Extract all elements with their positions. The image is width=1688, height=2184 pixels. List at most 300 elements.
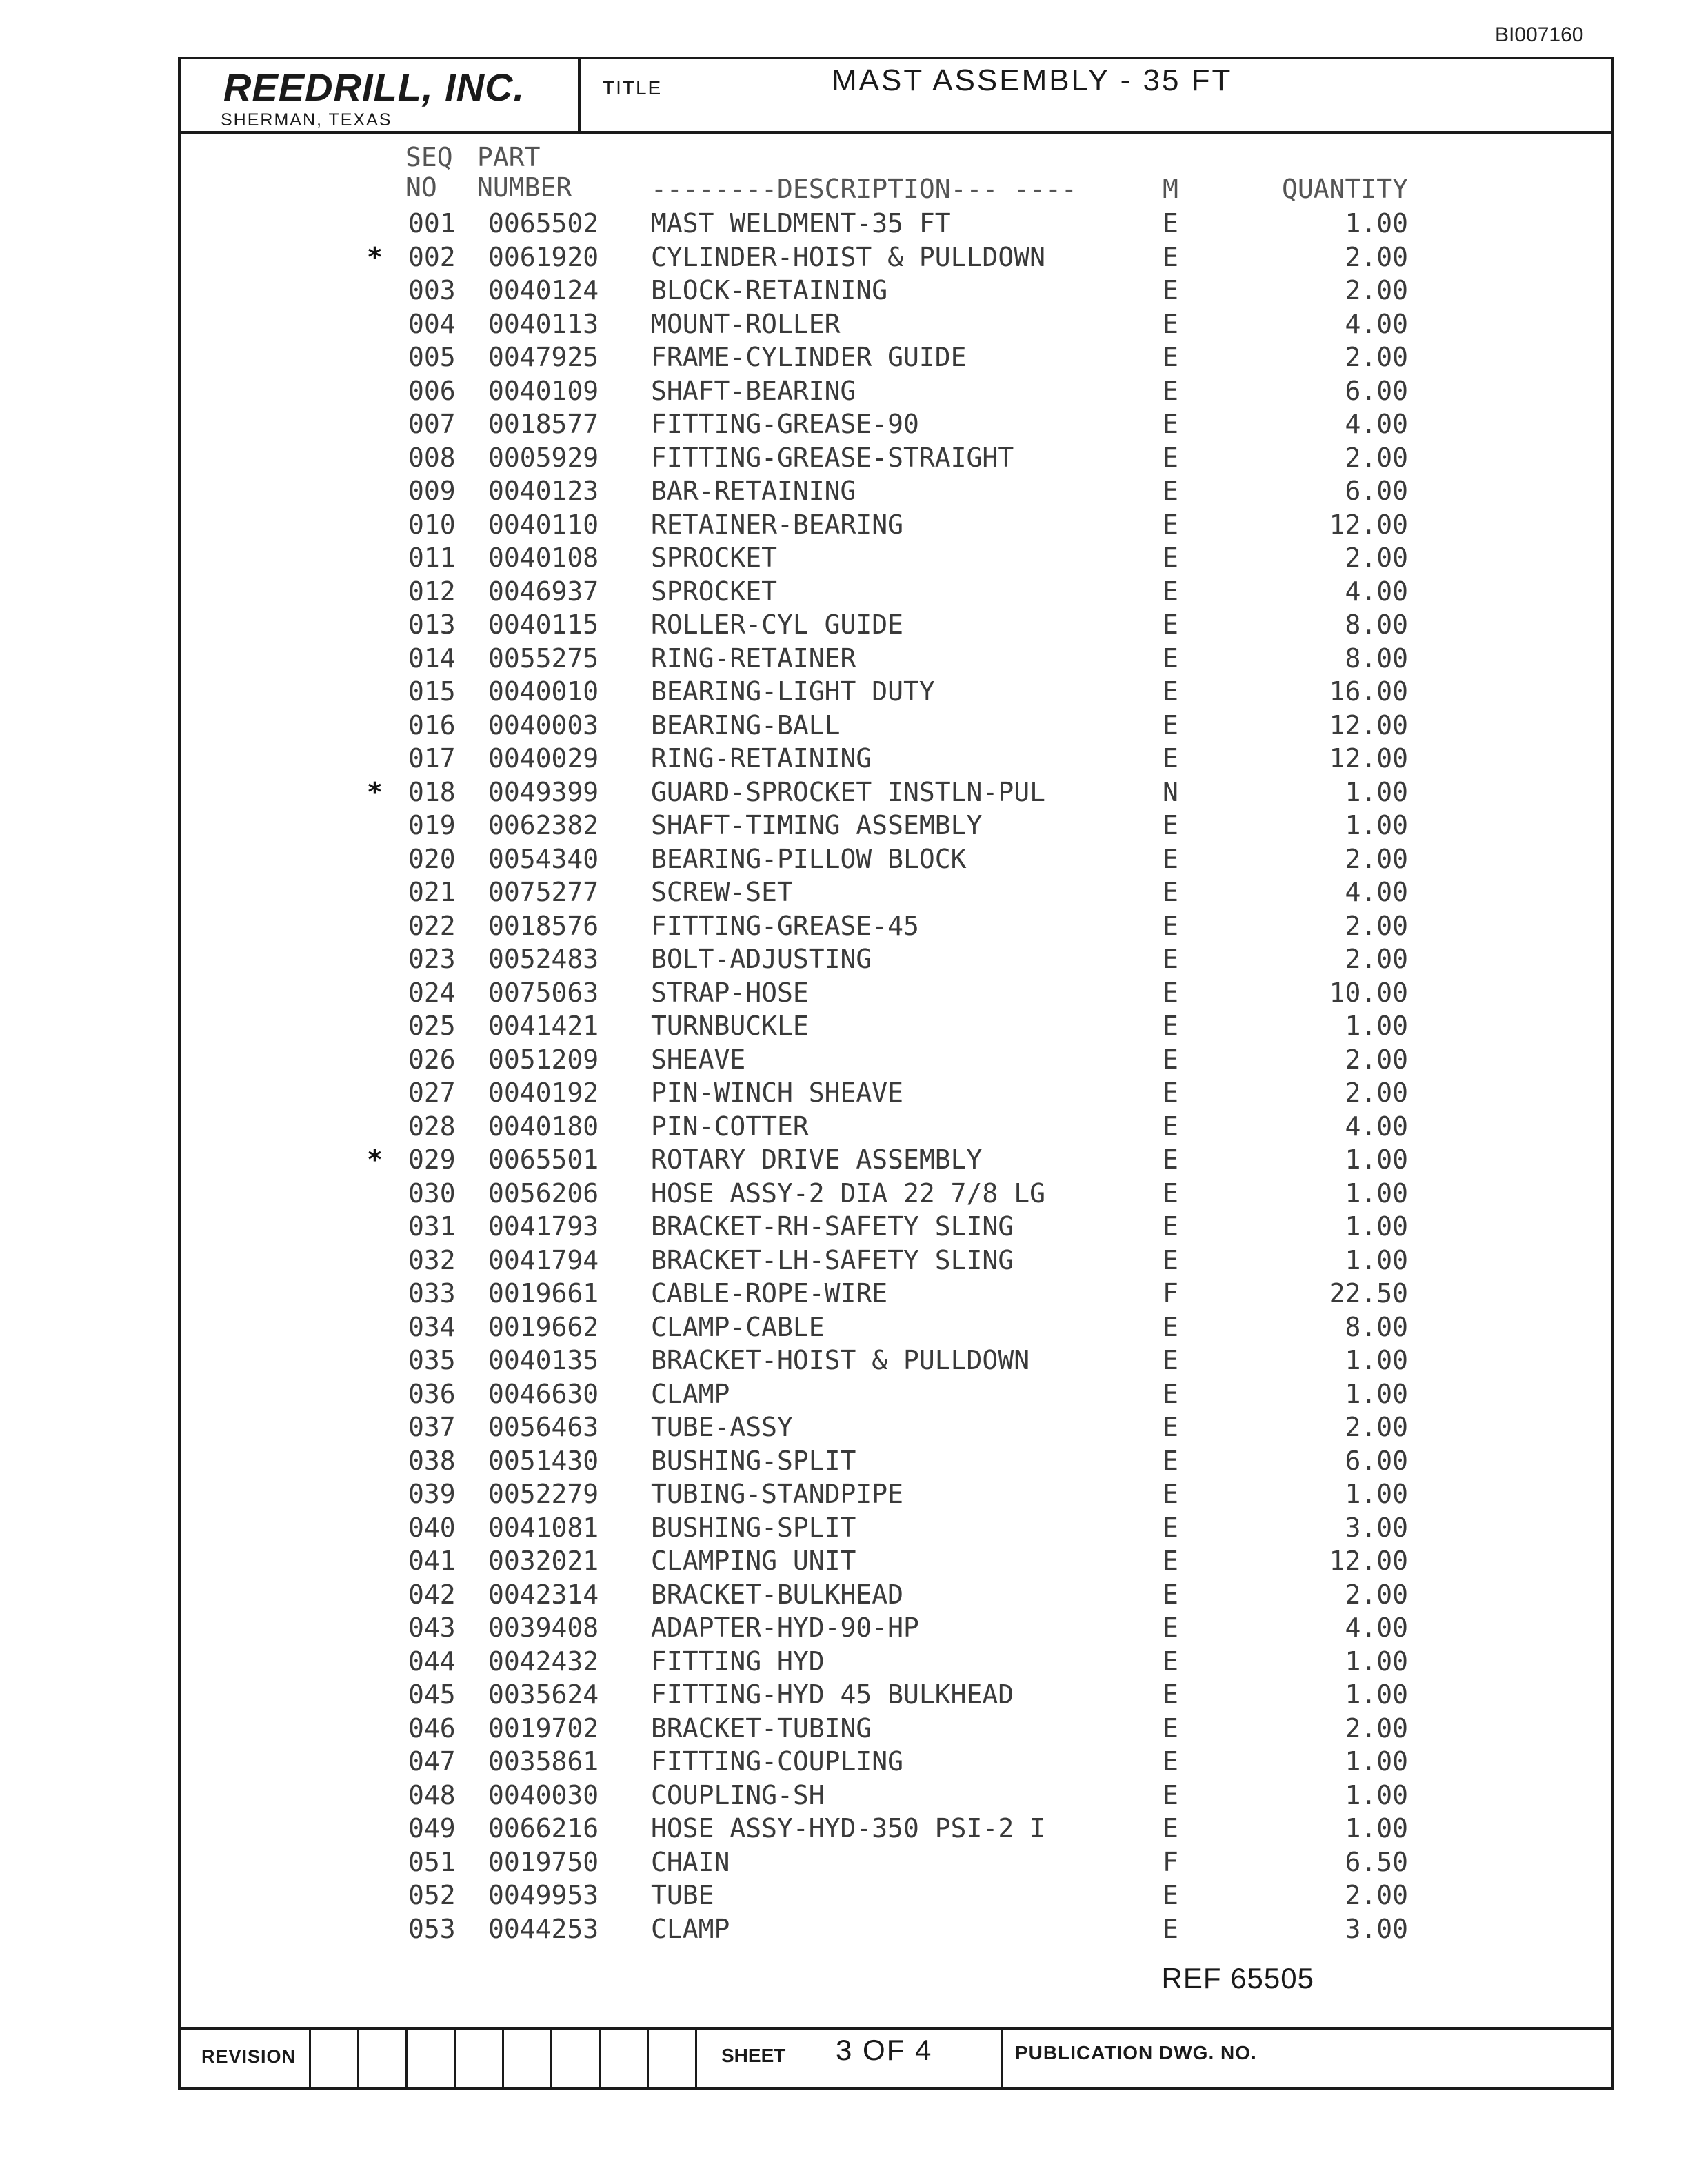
quantity: 2.00: [1345, 442, 1408, 473]
quantity: 8.00: [1345, 609, 1408, 640]
part-number: 0042314: [488, 1579, 599, 1610]
header-quantity: QUANTITY: [1281, 174, 1408, 204]
part-description: FRAME-CYLINDER GUIDE: [651, 342, 967, 372]
sheet-label: SHEET: [721, 2045, 786, 2066]
part-number: 0040003: [488, 709, 599, 740]
table-row: [181, 543, 1611, 574]
part-description: BEARING-BALL: [651, 709, 841, 740]
seq-number: 020: [408, 843, 456, 874]
part-number: 0047925: [488, 342, 599, 372]
unit-of-measure: E: [1163, 1546, 1178, 1576]
seq-number: 012: [408, 576, 456, 607]
part-description: ROLLER-CYL GUIDE: [651, 609, 904, 640]
part-description: BRACKET-BULKHEAD: [651, 1579, 904, 1610]
part-description: RING-RETAINING: [651, 743, 872, 774]
quantity: 12.00: [1329, 1546, 1408, 1576]
part-number: 0040123: [488, 476, 599, 506]
quantity: 1.00: [1345, 810, 1408, 840]
table-row: [181, 1847, 1611, 1879]
seq-number: 036: [408, 1378, 456, 1409]
unit-of-measure: E: [1163, 944, 1178, 974]
seq-number: 031: [408, 1211, 456, 1242]
part-description: TUBING-STANDPIPE: [651, 1479, 904, 1509]
seq-number: 025: [408, 1011, 456, 1041]
seq-number: 040: [408, 1512, 456, 1543]
table-row: [181, 643, 1611, 675]
seq-number: 016: [408, 709, 456, 740]
unit-of-measure: E: [1163, 910, 1178, 941]
part-description: BUSHING-SPLIT: [651, 1445, 856, 1476]
table-row: [181, 1011, 1611, 1042]
table-row: [181, 1111, 1611, 1143]
part-number: 0040108: [488, 543, 599, 573]
unit-of-measure: E: [1163, 1779, 1178, 1810]
seq-number: 045: [408, 1679, 456, 1710]
document-title: MAST ASSEMBLY - 35 FT: [832, 63, 1233, 97]
unit-of-measure: E: [1163, 442, 1178, 473]
unit-of-measure: E: [1163, 1646, 1178, 1677]
part-number: 0041421: [488, 1011, 599, 1041]
part-description: BRACKET-HOIST & PULLDOWN: [651, 1345, 1030, 1375]
part-number: 0052483: [488, 944, 599, 974]
quantity: 1.00: [1345, 1177, 1408, 1209]
quantity: 12.00: [1329, 509, 1408, 540]
quantity: 2.00: [1345, 843, 1408, 874]
unit-of-measure: E: [1163, 342, 1178, 372]
part-number: 0040010: [488, 676, 599, 707]
part-description: FITTING-GREASE-STRAIGHT: [651, 442, 1014, 473]
table-row: [181, 509, 1611, 541]
unit-of-measure: E: [1163, 1311, 1178, 1342]
part-description: BAR-RETAINING: [651, 476, 856, 506]
table-row: [181, 376, 1611, 407]
part-description: TUBE-ASSY: [651, 1412, 793, 1442]
table-row: [181, 777, 1611, 809]
part-description: BEARING-LIGHT DUTY: [651, 676, 935, 707]
part-number: 0039408: [488, 1612, 599, 1643]
part-number: 0056463: [488, 1412, 599, 1442]
unit-of-measure: E: [1163, 543, 1178, 573]
quantity: 3.00: [1345, 1512, 1408, 1543]
quantity: 2.00: [1345, 1579, 1408, 1610]
part-description: GUARD-SPROCKET INSTLN-PUL: [651, 776, 1045, 807]
seq-number: 019: [408, 810, 456, 840]
seq-number: 006: [408, 375, 456, 406]
part-number: 0075063: [488, 977, 599, 1008]
table-row: [181, 1780, 1611, 1812]
part-description: CLAMPING UNIT: [651, 1546, 856, 1576]
unit-of-measure: E: [1163, 275, 1178, 305]
quantity: 1.00: [1345, 1779, 1408, 1810]
quantity: 2.00: [1345, 543, 1408, 573]
part-description: BRACKET-RH-SAFETY SLING: [651, 1211, 1014, 1242]
unit-of-measure: E: [1163, 1244, 1178, 1275]
seq-number: 042: [408, 1579, 456, 1610]
part-description: BRACKET-TUBING: [651, 1712, 872, 1743]
quantity: 2.00: [1345, 944, 1408, 974]
quantity: 22.50: [1329, 1278, 1408, 1308]
company-name: REEDRILL, INC.: [223, 65, 525, 109]
unit-of-measure: E: [1163, 843, 1178, 874]
table-row: [181, 1914, 1611, 1945]
part-description: CLAMP-CABLE: [651, 1311, 825, 1342]
unit-of-measure: E: [1163, 1412, 1178, 1442]
table-row: [181, 242, 1611, 274]
quantity: 1.00: [1345, 1144, 1408, 1175]
seq-number: 044: [408, 1646, 456, 1677]
part-number: 0035624: [488, 1679, 599, 1710]
quantity: 2.00: [1345, 1078, 1408, 1108]
quantity: 1.00: [1345, 208, 1408, 239]
drawing-frame: [178, 57, 1614, 2090]
part-description: MAST WELDMENT-35 FT: [651, 208, 951, 239]
part-number: 0062382: [488, 810, 599, 840]
unit-of-measure: E: [1163, 1011, 1178, 1041]
part-description: SPROCKET: [651, 543, 778, 573]
part-description: RETAINER-BEARING: [651, 509, 904, 540]
header-um: M: [1163, 174, 1178, 204]
unit-of-measure: E: [1163, 308, 1178, 339]
publication-dwg-label: PUBLICATION DWG. NO.: [1015, 2042, 1257, 2063]
seq-number: 053: [408, 1913, 456, 1944]
part-number: 0049399: [488, 776, 599, 807]
unit-of-measure: E: [1163, 676, 1178, 707]
header-part: PART NUMBER: [477, 142, 572, 203]
table-row: [181, 710, 1611, 742]
table-row: [181, 1479, 1611, 1510]
part-description: MOUNT-ROLLER: [651, 308, 841, 339]
part-number: 0052279: [488, 1479, 599, 1509]
table-row: [181, 1746, 1611, 1778]
unit-of-measure: E: [1163, 1712, 1178, 1743]
table-row: [181, 1880, 1611, 1912]
unit-of-measure: E: [1163, 476, 1178, 506]
part-number: 0046630: [488, 1378, 599, 1409]
part-description: CHAIN: [651, 1846, 730, 1877]
unit-of-measure: E: [1163, 1078, 1178, 1108]
part-description: CYLINDER-HOIST & PULLDOWN: [651, 241, 1045, 272]
part-number: 0065502: [488, 208, 599, 239]
publication-divider: [1001, 2030, 1003, 2087]
sheet-divider: [695, 2030, 697, 2087]
quantity: 1.00: [1345, 776, 1408, 807]
part-number: 0041794: [488, 1244, 599, 1275]
part-number: 0019661: [488, 1278, 599, 1308]
part-number: 0041081: [488, 1512, 599, 1543]
part-number: 0005929: [488, 442, 599, 473]
unit-of-measure: E: [1163, 1746, 1178, 1777]
part-description: BEARING-PILLOW BLOCK: [651, 843, 967, 874]
part-description: FITTING-COUPLING: [651, 1746, 904, 1777]
unit-of-measure: E: [1163, 810, 1178, 840]
part-description: CABLE-ROPE-WIRE: [651, 1278, 888, 1308]
quantity: 1.00: [1345, 1479, 1408, 1509]
part-number: 0075277: [488, 877, 599, 907]
revision-cell-divider: [647, 2030, 649, 2087]
unit-of-measure: E: [1163, 1579, 1178, 1610]
table-row: [181, 1513, 1611, 1544]
seq-number: 034: [408, 1311, 456, 1342]
seq-number: 017: [408, 743, 456, 774]
unit-of-measure: E: [1163, 1345, 1178, 1375]
quantity: 1.00: [1345, 1378, 1408, 1409]
seq-number: 033: [408, 1278, 456, 1308]
part-description: FITTING-GREASE-45: [651, 910, 919, 941]
unit-of-measure: E: [1163, 208, 1178, 239]
unit-of-measure: E: [1163, 1111, 1178, 1142]
seq-number: 004: [408, 308, 456, 339]
unit-of-measure: E: [1163, 1144, 1178, 1175]
document-id: BI007160: [1495, 23, 1584, 46]
header-description: --------DESCRIPTION--- ----: [651, 174, 1077, 204]
unit-of-measure: F: [1163, 1846, 1178, 1877]
part-description: FITTING-HYD 45 BULKHEAD: [651, 1679, 1014, 1710]
seq-number: 026: [408, 1044, 456, 1075]
part-description: BUSHING-SPLIT: [651, 1512, 856, 1543]
part-number: 0051430: [488, 1445, 599, 1476]
table-row: [181, 844, 1611, 876]
quantity: 1.00: [1345, 1813, 1408, 1843]
revision-cell-divider: [599, 2030, 601, 2087]
quantity: 4.00: [1345, 877, 1408, 907]
quantity: 2.00: [1345, 1044, 1408, 1075]
footer-block: [181, 2027, 1611, 2087]
unit-of-measure: E: [1163, 1512, 1178, 1543]
part-number: 0065501: [488, 1144, 599, 1175]
quantity: 16.00: [1329, 676, 1408, 707]
quantity: 2.00: [1345, 1712, 1408, 1743]
seq-number: 009: [408, 476, 456, 506]
seq-number: 007: [408, 409, 456, 439]
part-number: 0041793: [488, 1211, 599, 1242]
revision-cell-divider: [357, 2030, 359, 2087]
part-number: 0042432: [488, 1646, 599, 1677]
sheet-number: 3 OF 4: [836, 2034, 933, 2066]
table-row: [181, 1713, 1611, 1745]
part-number: 0018576: [488, 910, 599, 941]
table-row: [181, 208, 1611, 240]
table-row: [181, 1345, 1611, 1377]
part-number: 0046937: [488, 576, 599, 607]
table-row: [181, 309, 1611, 341]
part-description: SHAFT-BEARING: [651, 375, 856, 406]
seq-number: 043: [408, 1612, 456, 1643]
unit-of-measure: E: [1163, 643, 1178, 674]
part-description: PIN-COTTER: [651, 1111, 809, 1142]
title-label: TITLE: [603, 77, 663, 99]
table-row: [181, 1278, 1611, 1310]
table-row: [181, 1612, 1611, 1644]
quantity: 10.00: [1329, 977, 1408, 1008]
part-number: 0055275: [488, 643, 599, 674]
table-row: [181, 1211, 1611, 1243]
table-row: [181, 476, 1611, 507]
table-row: [181, 1546, 1611, 1577]
seq-number: 049: [408, 1813, 456, 1843]
revision-cell-divider: [502, 2030, 504, 2087]
quantity: 2.00: [1345, 1880, 1408, 1910]
part-description: BLOCK-RETAINING: [651, 275, 888, 305]
quantity: 8.00: [1345, 1311, 1408, 1342]
part-number: 0040109: [488, 375, 599, 406]
row-marker: *: [367, 241, 383, 272]
part-description: CLAMP: [651, 1913, 730, 1944]
unit-of-measure: E: [1163, 743, 1178, 774]
part-number: 0040135: [488, 1345, 599, 1375]
seq-number: 027: [408, 1078, 456, 1108]
table-row: [181, 443, 1611, 474]
table-row: [181, 1379, 1611, 1410]
seq-number: 015: [408, 676, 456, 707]
table-row: [181, 911, 1611, 942]
seq-number: 030: [408, 1177, 456, 1209]
quantity: 6.00: [1345, 375, 1408, 406]
seq-number: 035: [408, 1345, 456, 1375]
seq-number: 001: [408, 208, 456, 239]
table-row: [181, 944, 1611, 975]
part-description: SPROCKET: [651, 576, 778, 607]
table-row: [181, 1679, 1611, 1711]
part-number: 0040180: [488, 1111, 599, 1142]
seq-number: 014: [408, 643, 456, 674]
part-description: FITTING-GREASE-90: [651, 409, 919, 439]
part-number: 0051209: [488, 1044, 599, 1075]
seq-number: 029: [408, 1144, 456, 1175]
reference-number: REF 65505: [1161, 1962, 1314, 1994]
unit-of-measure: E: [1163, 1612, 1178, 1643]
seq-number: 024: [408, 977, 456, 1008]
unit-of-measure: E: [1163, 509, 1178, 540]
table-row: [181, 609, 1611, 641]
seq-number: 010: [408, 509, 456, 540]
unit-of-measure: E: [1163, 877, 1178, 907]
unit-of-measure: E: [1163, 1211, 1178, 1242]
revision-cell-divider: [454, 2030, 456, 2087]
table-row: [181, 576, 1611, 608]
part-description: ROTARY DRIVE ASSEMBLY: [651, 1144, 983, 1175]
quantity: 6.00: [1345, 1445, 1408, 1476]
seq-number: 002: [408, 241, 456, 272]
table-row: [181, 1245, 1611, 1277]
table-row: [181, 1144, 1611, 1176]
unit-of-measure: E: [1163, 977, 1178, 1008]
unit-of-measure: E: [1163, 241, 1178, 272]
quantity: 1.00: [1345, 1345, 1408, 1375]
seq-number: 003: [408, 275, 456, 305]
unit-of-measure: E: [1163, 1044, 1178, 1075]
quantity: 4.00: [1345, 1612, 1408, 1643]
unit-of-measure: E: [1163, 1378, 1178, 1409]
part-number: 0056206: [488, 1177, 599, 1209]
seq-number: 041: [408, 1546, 456, 1576]
header-divider: [578, 59, 581, 131]
part-description: FITTING HYD: [651, 1646, 825, 1677]
unit-of-measure: E: [1163, 375, 1178, 406]
quantity: 1.00: [1345, 1646, 1408, 1677]
part-description: SCREW-SET: [651, 877, 793, 907]
quantity: 1.00: [1345, 1746, 1408, 1777]
revision-cell-divider: [309, 2030, 311, 2087]
table-row: [181, 1178, 1611, 1210]
unit-of-measure: E: [1163, 1445, 1178, 1476]
table-row: [181, 1646, 1611, 1678]
table-row: [181, 342, 1611, 374]
unit-of-measure: F: [1163, 1278, 1178, 1308]
part-number: 0040113: [488, 308, 599, 339]
part-description: TURNBUCKLE: [651, 1011, 809, 1041]
quantity: 2.00: [1345, 275, 1408, 305]
part-number: 0040029: [488, 743, 599, 774]
part-description: SHAFT-TIMING ASSEMBLY: [651, 810, 983, 840]
part-number: 0032021: [488, 1546, 599, 1576]
seq-number: 022: [408, 910, 456, 941]
revision-cell-divider: [405, 2030, 408, 2087]
row-marker: *: [367, 1144, 383, 1175]
quantity: 6.00: [1345, 476, 1408, 506]
quantity: 2.00: [1345, 241, 1408, 272]
column-headers: [181, 142, 1611, 208]
part-description: STRAP-HOSE: [651, 977, 809, 1008]
seq-number: 018: [408, 776, 456, 807]
revision-label: REVISION: [201, 2046, 297, 2067]
table-row: [181, 409, 1611, 441]
table-row: [181, 1579, 1611, 1611]
quantity: 8.00: [1345, 643, 1408, 674]
seq-number: 051: [408, 1846, 456, 1877]
part-number: 0019750: [488, 1846, 599, 1877]
part-number: 0044253: [488, 1913, 599, 1944]
seq-number: 046: [408, 1712, 456, 1743]
table-row: [181, 810, 1611, 842]
header-seq: SEQ NO: [405, 142, 453, 203]
part-description: TUBE: [651, 1880, 714, 1910]
part-number: 0040030: [488, 1779, 599, 1810]
quantity: 12.00: [1329, 743, 1408, 774]
table-row: [181, 743, 1611, 775]
part-description: HOSE ASSY-HYD-350 PSI-2 I: [651, 1813, 1045, 1843]
quantity: 4.00: [1345, 1111, 1408, 1142]
table-row: [181, 877, 1611, 909]
part-number: 0054340: [488, 843, 599, 874]
seq-number: 023: [408, 944, 456, 974]
quantity: 4.00: [1345, 409, 1408, 439]
table-row: [181, 1078, 1611, 1109]
table-row: [181, 1446, 1611, 1477]
quantity: 2.00: [1345, 910, 1408, 941]
seq-number: 021: [408, 877, 456, 907]
part-description: BRACKET-LH-SAFETY SLING: [651, 1244, 1014, 1275]
seq-number: 008: [408, 442, 456, 473]
quantity: 1.00: [1345, 1244, 1408, 1275]
quantity: 4.00: [1345, 576, 1408, 607]
unit-of-measure: E: [1163, 1479, 1178, 1509]
table-row: [181, 275, 1611, 307]
seq-number: 013: [408, 609, 456, 640]
part-number: 0040115: [488, 609, 599, 640]
seq-number: 032: [408, 1244, 456, 1275]
part-description: COUPLING-SH: [651, 1779, 825, 1810]
part-number: 0019702: [488, 1712, 599, 1743]
quantity: 2.00: [1345, 1412, 1408, 1442]
part-description: BOLT-ADJUSTING: [651, 944, 872, 974]
part-description: SHEAVE: [651, 1044, 746, 1075]
part-number: 0019662: [488, 1311, 599, 1342]
table-row: [181, 676, 1611, 708]
unit-of-measure: E: [1163, 1813, 1178, 1843]
seq-number: 048: [408, 1779, 456, 1810]
title-block: [181, 59, 1611, 134]
unit-of-measure: E: [1163, 1679, 1178, 1710]
